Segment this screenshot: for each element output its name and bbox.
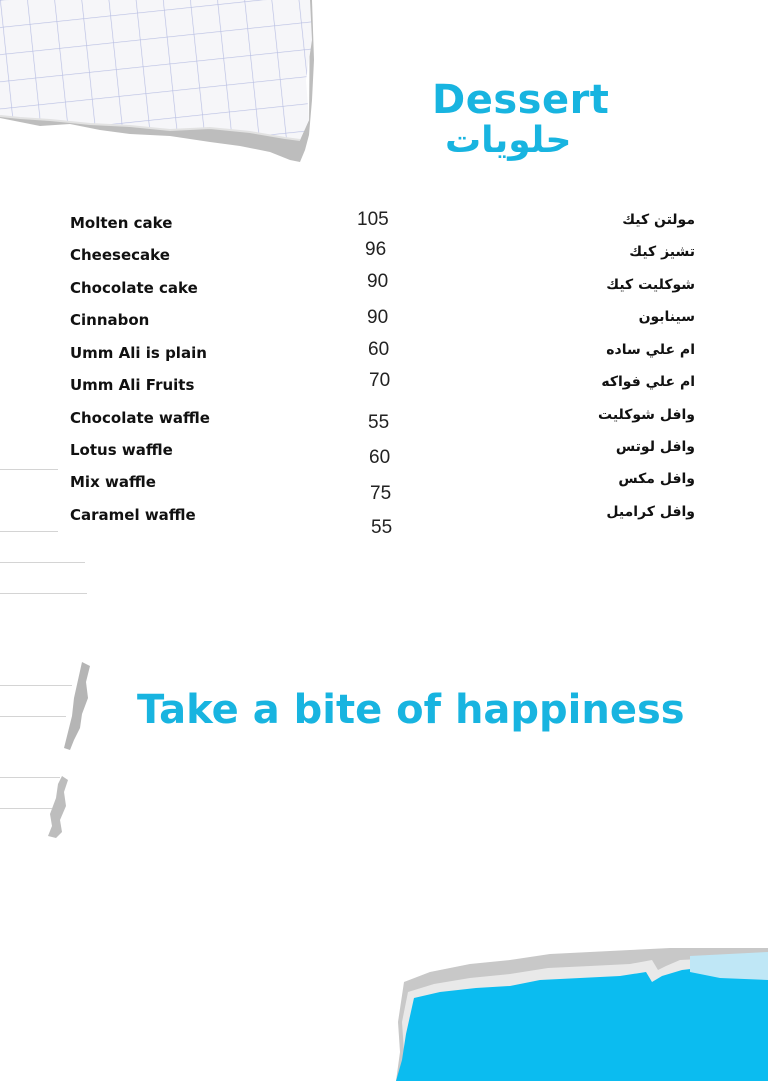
menu-item-name-en: Umm Ali Fruits xyxy=(70,376,195,394)
torn-blue-paper-decoration xyxy=(390,942,768,1081)
menu-item-name-ar: وافل كراميل xyxy=(606,504,695,520)
page-title-english: Dessert xyxy=(432,77,610,123)
menu-item-price: 55 xyxy=(368,412,390,433)
menu-item-price: 75 xyxy=(370,483,392,504)
menu-item-name-ar: مولتن كيك xyxy=(622,212,695,228)
menu-item-name-en: Molten cake xyxy=(70,214,173,232)
menu-item-name-en: Cinnabon xyxy=(70,311,150,329)
menu-item-name-ar: شوكليت كيك xyxy=(606,277,695,293)
menu-item-price: 70 xyxy=(369,370,391,391)
menu-item-name-ar: ام علي ساده xyxy=(606,342,695,358)
menu-item-name-ar: وافل مكس xyxy=(618,471,695,487)
menu-item-name-en: Caramel waffle xyxy=(70,506,196,524)
menu-item-price: 60 xyxy=(368,339,390,360)
menu-item-name-ar: وافل شوكليت xyxy=(598,407,695,423)
menu-item-name-en: Chocolate cake xyxy=(70,279,198,297)
decorative-line xyxy=(0,716,66,717)
menu-item-name-ar: ام علي فواكه xyxy=(601,374,695,390)
menu-item-price: 90 xyxy=(367,307,389,328)
decorative-line xyxy=(0,531,58,532)
menu-item-price: 90 xyxy=(367,271,389,292)
menu-item-name-ar: تشيز كيك xyxy=(629,244,695,260)
menu-item-name-en: Mix waffle xyxy=(70,473,156,491)
decorative-line xyxy=(0,562,85,563)
menu-item-price: 96 xyxy=(365,239,387,260)
menu-item-name-ar: سينابون xyxy=(638,309,695,325)
menu-item-name-en: Chocolate waffle xyxy=(70,409,210,427)
menu-item-price: 55 xyxy=(371,517,393,538)
menu-item-name-en: Cheesecake xyxy=(70,246,170,264)
menu-item-name-en: Umm Ali is plain xyxy=(70,344,207,362)
menu-item-name-en: Lotus waffle xyxy=(70,441,173,459)
menu-item-price: 105 xyxy=(357,209,389,230)
torn-paper-scrap xyxy=(44,776,72,840)
menu-item-name-ar: وافل لوتس xyxy=(615,439,695,455)
page-title-arabic: حلويات xyxy=(445,120,572,161)
menu-item-price: 60 xyxy=(369,447,391,468)
decorative-line xyxy=(0,469,58,470)
grid-paper-decoration xyxy=(0,0,320,170)
torn-paper-scrap xyxy=(60,662,94,752)
tagline: Take a bite of happiness xyxy=(137,687,685,733)
decorative-line xyxy=(0,593,87,594)
